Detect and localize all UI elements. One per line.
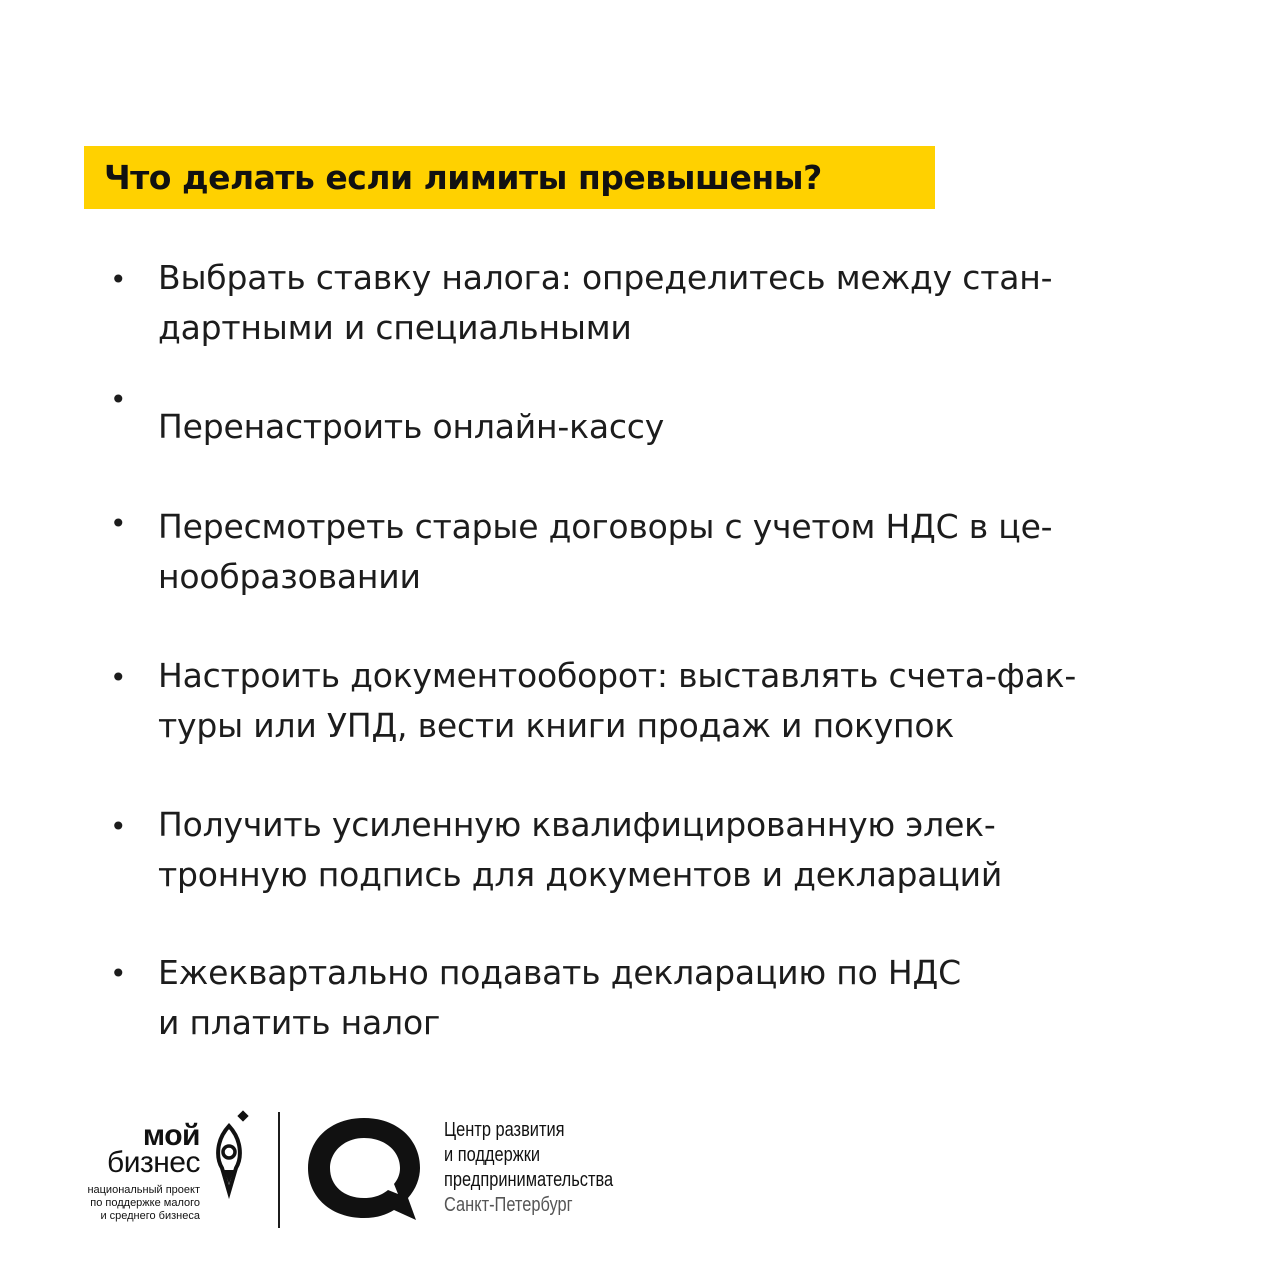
list-item-line: и платить налог (158, 1003, 441, 1042)
list-item-line: дартными и специальными (158, 308, 632, 347)
bullet-icon: • (110, 263, 127, 296)
list-item-line: туры или УПД, вести книги продаж и покупок (158, 706, 955, 745)
bullet-icon: • (110, 957, 127, 990)
bullet-icon: • (110, 383, 127, 416)
footer-divider (278, 1112, 280, 1228)
list-item-line: Ежеквартально подавать декларацию по НДС (158, 953, 961, 992)
list-item-line: Выбрать ставку налога: определитесь между стан- (158, 258, 1053, 297)
logo-subtitle-line: по поддержке малого (90, 1197, 200, 1209)
list-item (158, 948, 1182, 1048)
bullet-icon: • (110, 507, 127, 540)
org-name-line: предпринимательства (444, 1169, 614, 1191)
page-title: Что делать если лимиты превышены? (104, 158, 822, 197)
list-item (158, 502, 1182, 602)
list-item-line: Получить усиленную квалифицированную элек- (158, 805, 996, 844)
logo-word-moy: мой (142, 1119, 200, 1152)
list-item (158, 651, 1182, 751)
list-item (158, 402, 1182, 452)
list-item-line: нообразовании (158, 557, 421, 596)
logo-subtitle-line: и среднего бизнеса (100, 1210, 200, 1222)
speech-bubble-logo-icon (302, 1112, 432, 1224)
list-item (158, 800, 1182, 900)
list-item (158, 253, 1182, 353)
logo-word-biznes: бизнес (107, 1146, 200, 1179)
logo-subtitle (40, 1184, 200, 1223)
location-pin-icon (210, 1110, 252, 1200)
list-item-line: тронную подпись для документов и деклараций (158, 855, 1003, 894)
org-name-line: и поддержки (444, 1144, 541, 1166)
heading-banner (84, 146, 935, 209)
bullet-icon: • (110, 810, 127, 843)
logo-subtitle-line: национальный проект (87, 1184, 200, 1196)
org-city: Санкт-Петербург (444, 1194, 573, 1216)
list-item-line: Настроить документооборот: выставлять счета-фак- (158, 656, 1077, 695)
bullet-icon: • (110, 661, 127, 694)
list-item-line: Перенастроить онлайн-кассу (158, 407, 665, 446)
list-item-line: Пересмотреть старые договоры с учетом НДС в це- (158, 507, 1053, 546)
org-name-line: Центр развития (444, 1119, 565, 1141)
moy-biznes-logo (60, 1100, 260, 1230)
center-org-name (444, 1118, 613, 1218)
footer (0, 1100, 1280, 1240)
